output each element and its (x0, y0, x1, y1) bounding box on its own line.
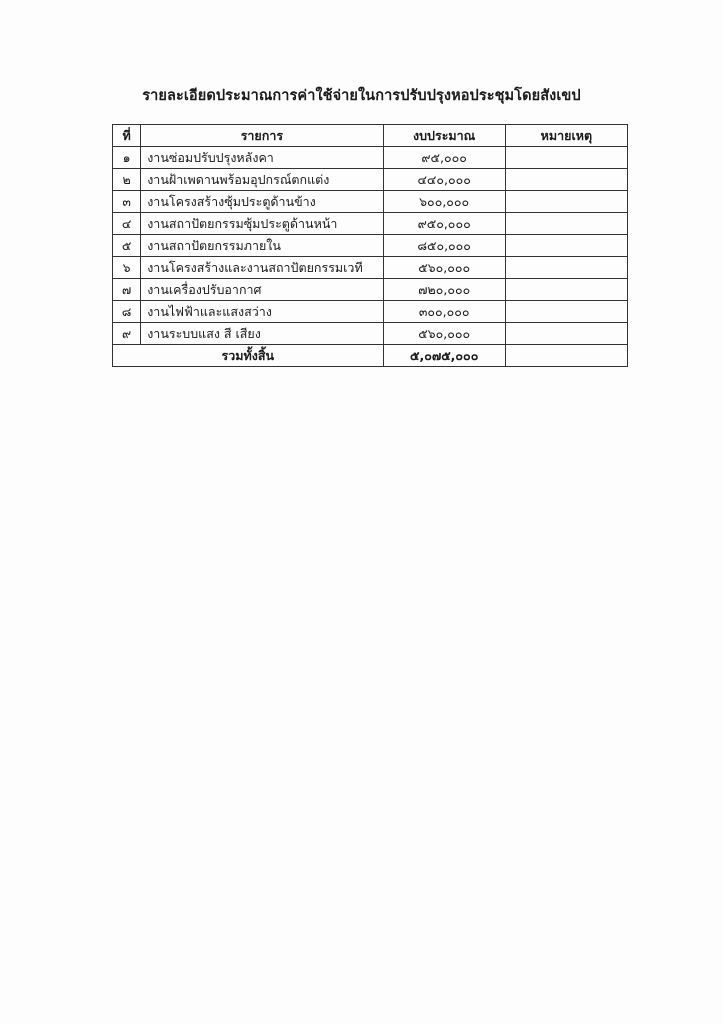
row-item: งานโครงสร้างซุ้มประตูด้านข้าง (141, 191, 383, 213)
row-item: งานซ่อมปรับปรุงหลังคา (141, 147, 383, 169)
table-row (113, 147, 628, 169)
row-note (505, 147, 627, 169)
row-budget: ๘๕๐,๐๐๐ (383, 235, 505, 257)
table-total-row (113, 345, 628, 367)
row-no: ๖ (113, 257, 141, 279)
row-budget: ๙๕,๐๐๐ (383, 147, 505, 169)
row-item: งานเครื่องปรับอากาศ (141, 279, 383, 301)
row-budget: ๖๐๐,๐๐๐ (383, 191, 505, 213)
total-label: รวมทั้งสิ้น (113, 345, 384, 367)
row-budget: ๕๖๐,๐๐๐ (383, 257, 505, 279)
row-note (505, 213, 627, 235)
table-row (113, 257, 628, 279)
row-item: งานระบบแสง สี เสียง (141, 323, 383, 345)
row-budget: ๓๐๐,๐๐๐ (383, 301, 505, 323)
row-budget: ๙๕๐,๐๐๐ (383, 213, 505, 235)
row-item: งานสถาปัตยกรรมภายใน (141, 235, 383, 257)
table-header-row (113, 125, 628, 147)
row-item: งานสถาปัตยกรรมซุ้มประตูด้านหน้า (141, 213, 383, 235)
header-budget: งบประมาณ (383, 125, 505, 147)
row-no: ๙ (113, 323, 141, 345)
row-note (505, 301, 627, 323)
header-item: รายการ (141, 125, 383, 147)
row-budget: ๗๒๐,๐๐๐ (383, 279, 505, 301)
row-no: ๗ (113, 279, 141, 301)
table-row (113, 323, 628, 345)
row-note (505, 191, 627, 213)
row-budget: ๕๖๐,๐๐๐ (383, 323, 505, 345)
header-no: ที่ (113, 125, 141, 147)
row-note (505, 169, 627, 191)
row-no: ๔ (113, 213, 141, 235)
row-no: ๕ (113, 235, 141, 257)
header-note: หมายเหตุ (505, 125, 627, 147)
row-note (505, 257, 627, 279)
table-row (113, 279, 628, 301)
row-note (505, 235, 627, 257)
row-no: ๘ (113, 301, 141, 323)
row-item: งานฝ้าเพดานพร้อมอุปกรณ์ตกแต่ง (141, 169, 383, 191)
row-no: ๓ (113, 191, 141, 213)
budget-table (112, 124, 628, 367)
row-no: ๒ (113, 169, 141, 191)
table-row (113, 169, 628, 191)
table-row (113, 191, 628, 213)
table-row (113, 213, 628, 235)
table-row (113, 235, 628, 257)
row-note (505, 323, 627, 345)
row-item: งานไฟฟ้าและแสงสว่าง (141, 301, 383, 323)
row-budget: ๔๔๐,๐๐๐ (383, 169, 505, 191)
document-title: รายละเอียดประมาณการค่าใช้จ่ายในการปรับปรุงหอประชุมโดยสังเขป (142, 88, 581, 104)
table-row (113, 301, 628, 323)
row-no: ๑ (113, 147, 141, 169)
row-item: งานโครงสร้างและงานสถาปัตยกรรมเวที (141, 257, 383, 279)
row-note (505, 279, 627, 301)
total-note (505, 345, 627, 367)
total-budget: ๕,๐๗๕,๐๐๐ (383, 345, 505, 367)
